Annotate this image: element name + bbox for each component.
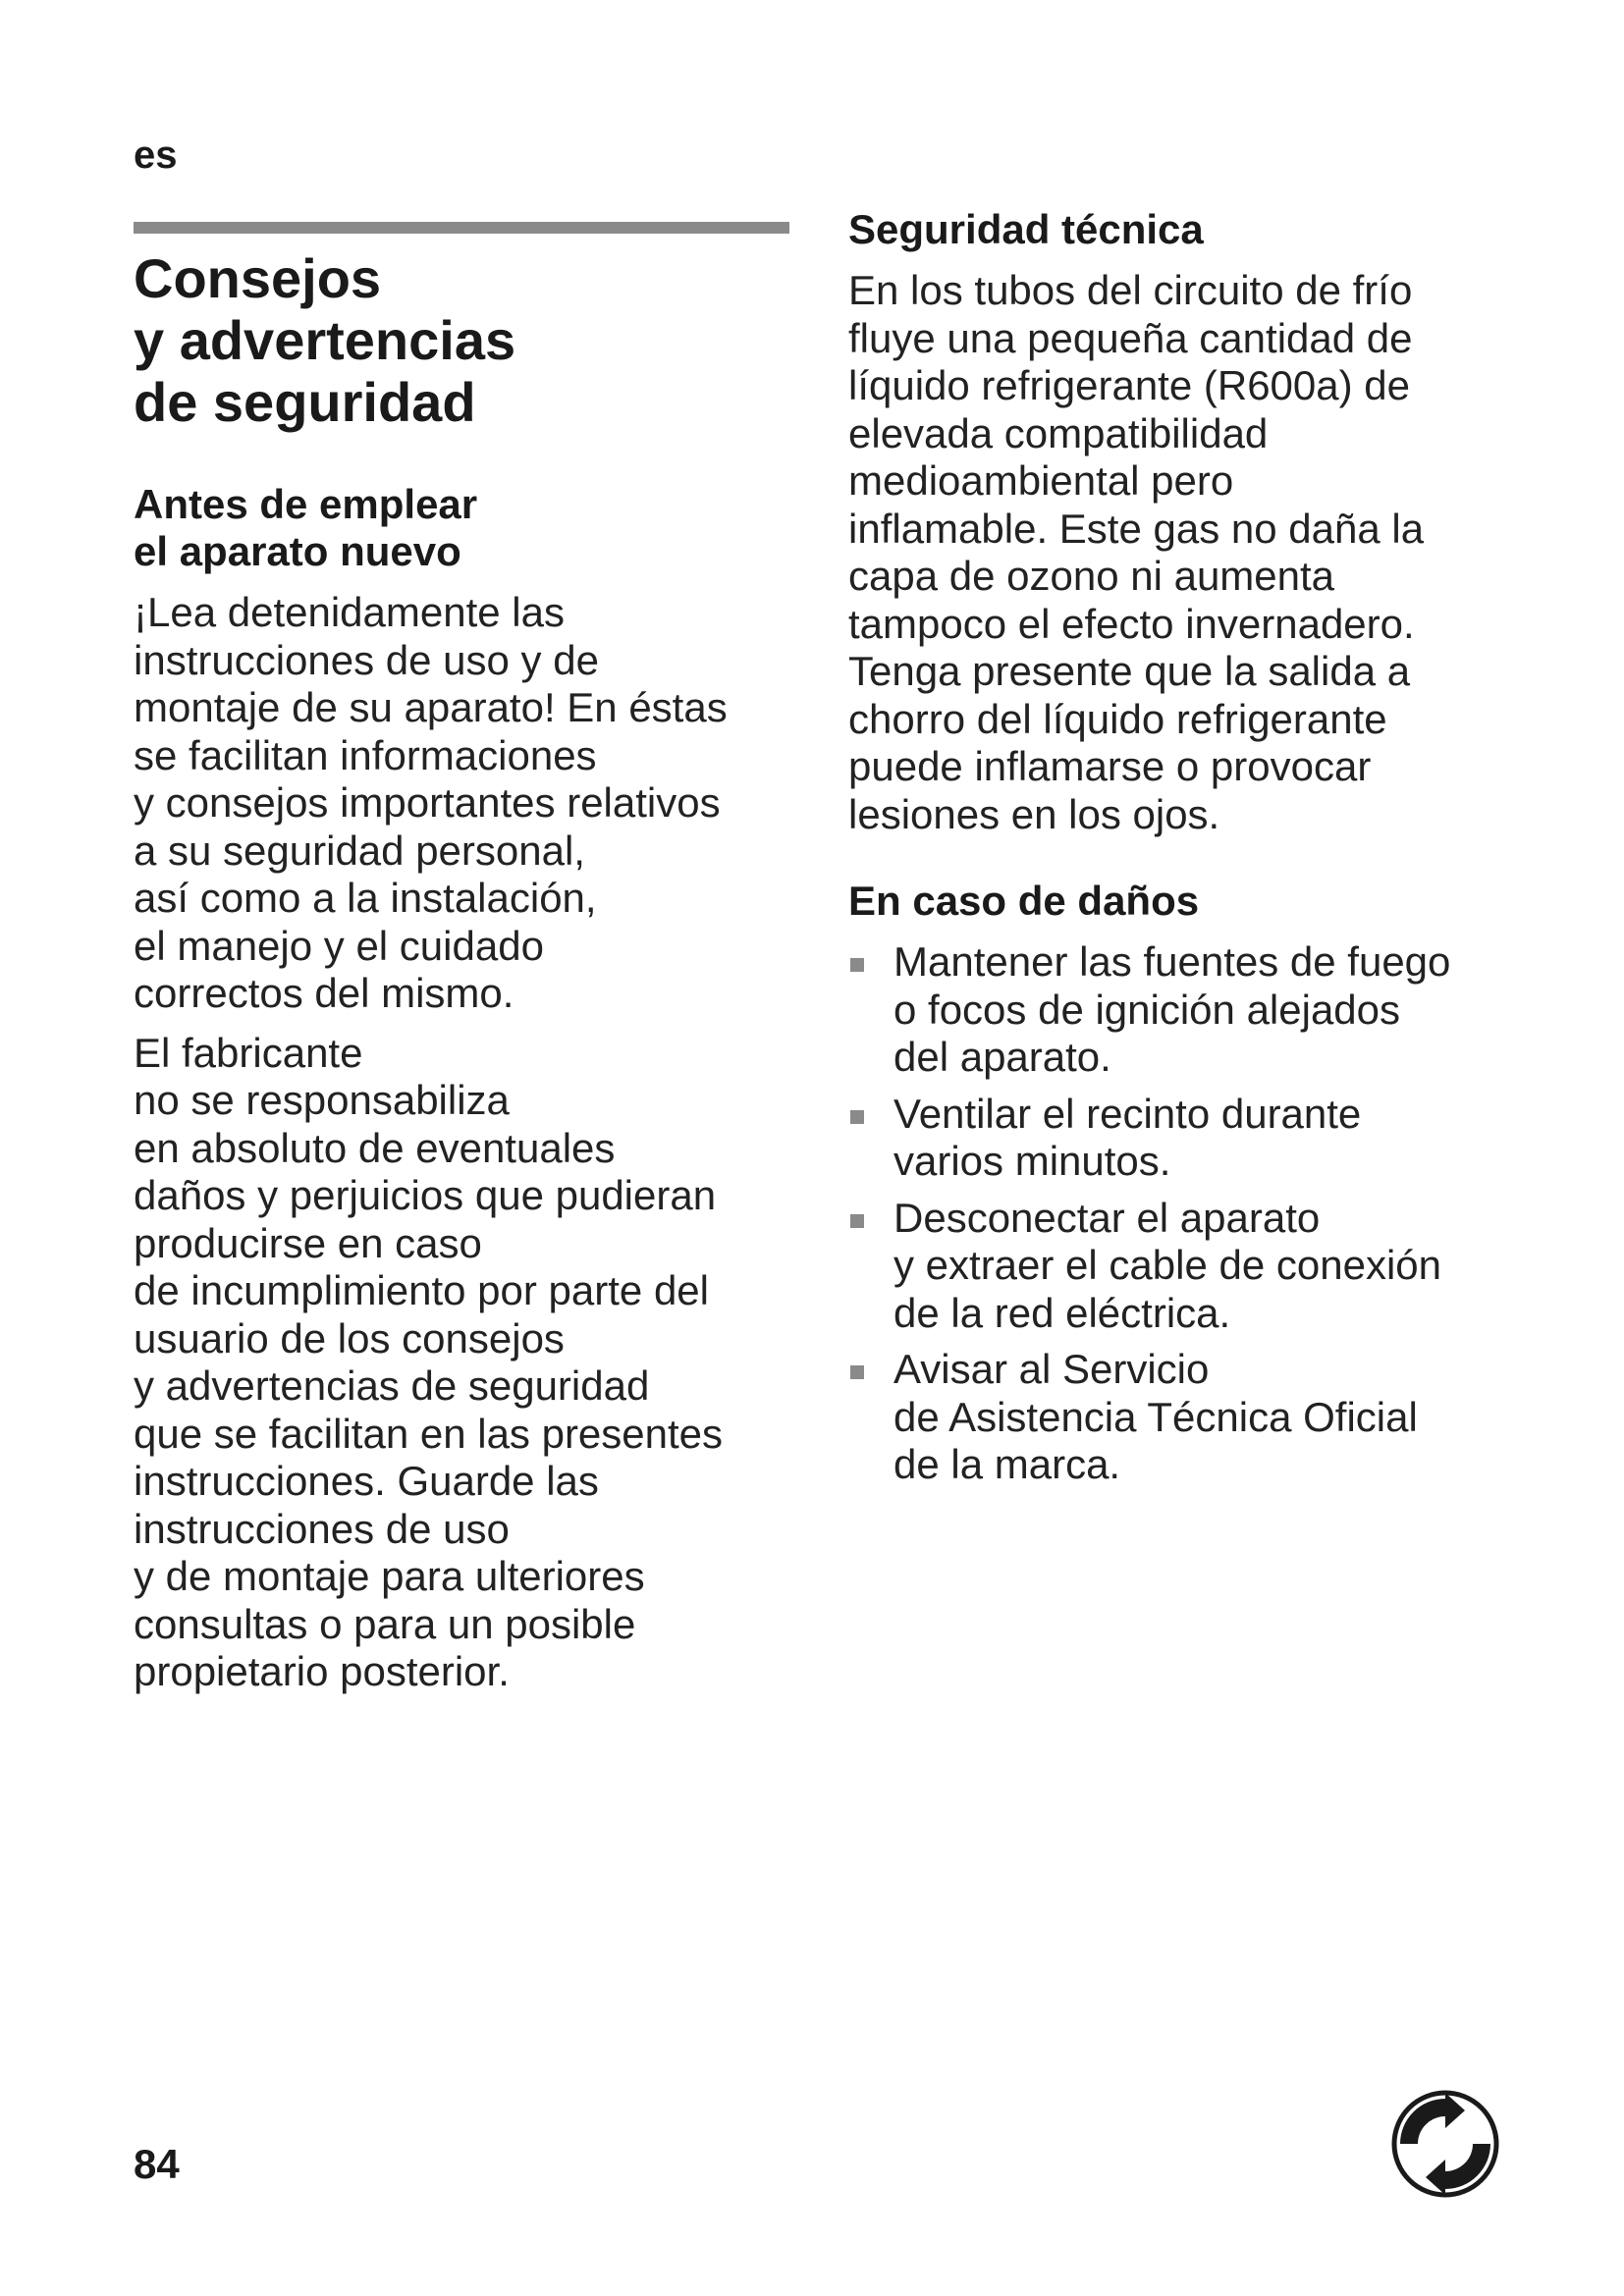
text-line: usuario de los consejos <box>134 1314 565 1362</box>
text-line: de la red eléctrica. <box>893 1289 1231 1336</box>
technical-safety-heading: Seguridad técnica <box>848 206 1204 252</box>
text-line: que se facilitan en las presentes <box>134 1410 724 1457</box>
text-line: instrucciones. Guarde las <box>134 1458 599 1504</box>
text-line: elevada compatibilidad <box>848 409 1269 456</box>
list-item <box>848 1346 1516 1489</box>
before-use-paragraph-1 <box>134 589 801 1018</box>
bullet-square-icon <box>850 958 864 972</box>
text-line: producirse en caso <box>134 1219 482 1266</box>
language-code: es <box>134 133 178 177</box>
technical-safety-paragraph <box>848 267 1516 838</box>
heading-line: Antes de emplear <box>134 481 478 527</box>
text-line: no se responsabiliza <box>134 1077 510 1123</box>
text-line: medioambiental pero <box>848 457 1234 504</box>
green-dot-icon <box>1390 2089 1500 2199</box>
page-title-line: Consejos <box>134 247 382 309</box>
text-line: así como a la instalación, <box>134 875 597 921</box>
text-line: Avisar al Servicio <box>893 1346 1210 1392</box>
right-column <box>848 206 1516 1498</box>
text-line: se facilitan informaciones <box>134 731 597 778</box>
text-line: varios minutos. <box>893 1138 1171 1184</box>
section-divider <box>134 222 789 234</box>
page-title-line: de seguridad <box>134 371 476 433</box>
text-line: ¡Lea detenidamente las <box>134 589 565 635</box>
text-line: correctos del mismo. <box>134 970 514 1016</box>
text-line: El fabricante <box>134 1029 363 1076</box>
damage-heading: En caso de daños <box>848 878 1200 924</box>
page-title <box>134 247 789 433</box>
text-line: a su seguridad personal, <box>134 827 585 874</box>
text-line: Ventilar el recinto durante <box>893 1090 1362 1137</box>
heading-line: el aparato nuevo <box>134 528 461 574</box>
bullet-square-icon <box>850 1365 864 1379</box>
page-title-line: y advertencias <box>134 309 516 371</box>
text-line: Mantener las fuentes de fuego <box>893 938 1451 985</box>
text-line: Tenga presente que la salida a <box>848 648 1411 694</box>
text-line: líquido refrigerante (R600a) de <box>848 362 1411 408</box>
text-line: daños y perjuicios que pudieran <box>134 1172 717 1218</box>
bullet-square-icon <box>850 1214 864 1228</box>
text-line: tampoco el efecto invernadero. <box>848 600 1415 647</box>
damage-list <box>848 938 1516 1489</box>
text-line: capa de ozono ni aumenta <box>848 553 1335 599</box>
page-number: 84 <box>134 2141 180 2187</box>
text-line: instrucciones de uso y de <box>134 636 599 683</box>
before-use-heading <box>134 481 801 575</box>
text-line: montaje de su aparato! En éstas <box>134 684 728 730</box>
bullet-square-icon <box>850 1110 864 1124</box>
left-column <box>134 481 801 1696</box>
text-line: el manejo y el cuidado <box>134 922 544 969</box>
text-line: en absoluto de eventuales <box>134 1124 616 1171</box>
text-line: chorro del líquido refrigerante <box>848 695 1387 742</box>
list-item <box>848 938 1516 1082</box>
text-line: de incumplimiento por parte del <box>134 1267 709 1313</box>
text-line: de Asistencia Técnica Oficial <box>893 1393 1418 1440</box>
text-line: puede inflamarse o provocar <box>848 743 1372 789</box>
text-line: o focos de ignición alejados <box>893 986 1401 1033</box>
text-line: lesiones en los ojos. <box>848 790 1220 837</box>
text-line: consultas o para un posible <box>134 1600 636 1647</box>
before-use-paragraph-2 <box>134 1030 801 1696</box>
text-line: Desconectar el aparato <box>893 1194 1321 1241</box>
text-line: instrucciones de uso <box>134 1505 510 1552</box>
list-item <box>848 1091 1516 1186</box>
text-line: y de montaje para ulteriores <box>134 1553 645 1599</box>
text-line: y extraer el cable de conexión <box>893 1242 1441 1288</box>
text-line: fluye una pequeña cantidad de <box>848 314 1413 361</box>
text-line: y consejos importantes relativos <box>134 779 721 826</box>
text-line: inflamable. Este gas no daña la <box>848 505 1425 552</box>
text-line: propietario posterior. <box>134 1648 510 1694</box>
text-line: del aparato. <box>893 1034 1111 1080</box>
text-line: En los tubos del circuito de frío <box>848 267 1413 313</box>
text-line: y advertencias de seguridad <box>134 1362 650 1409</box>
text-line: de la marca. <box>893 1441 1121 1487</box>
list-item <box>848 1195 1516 1338</box>
